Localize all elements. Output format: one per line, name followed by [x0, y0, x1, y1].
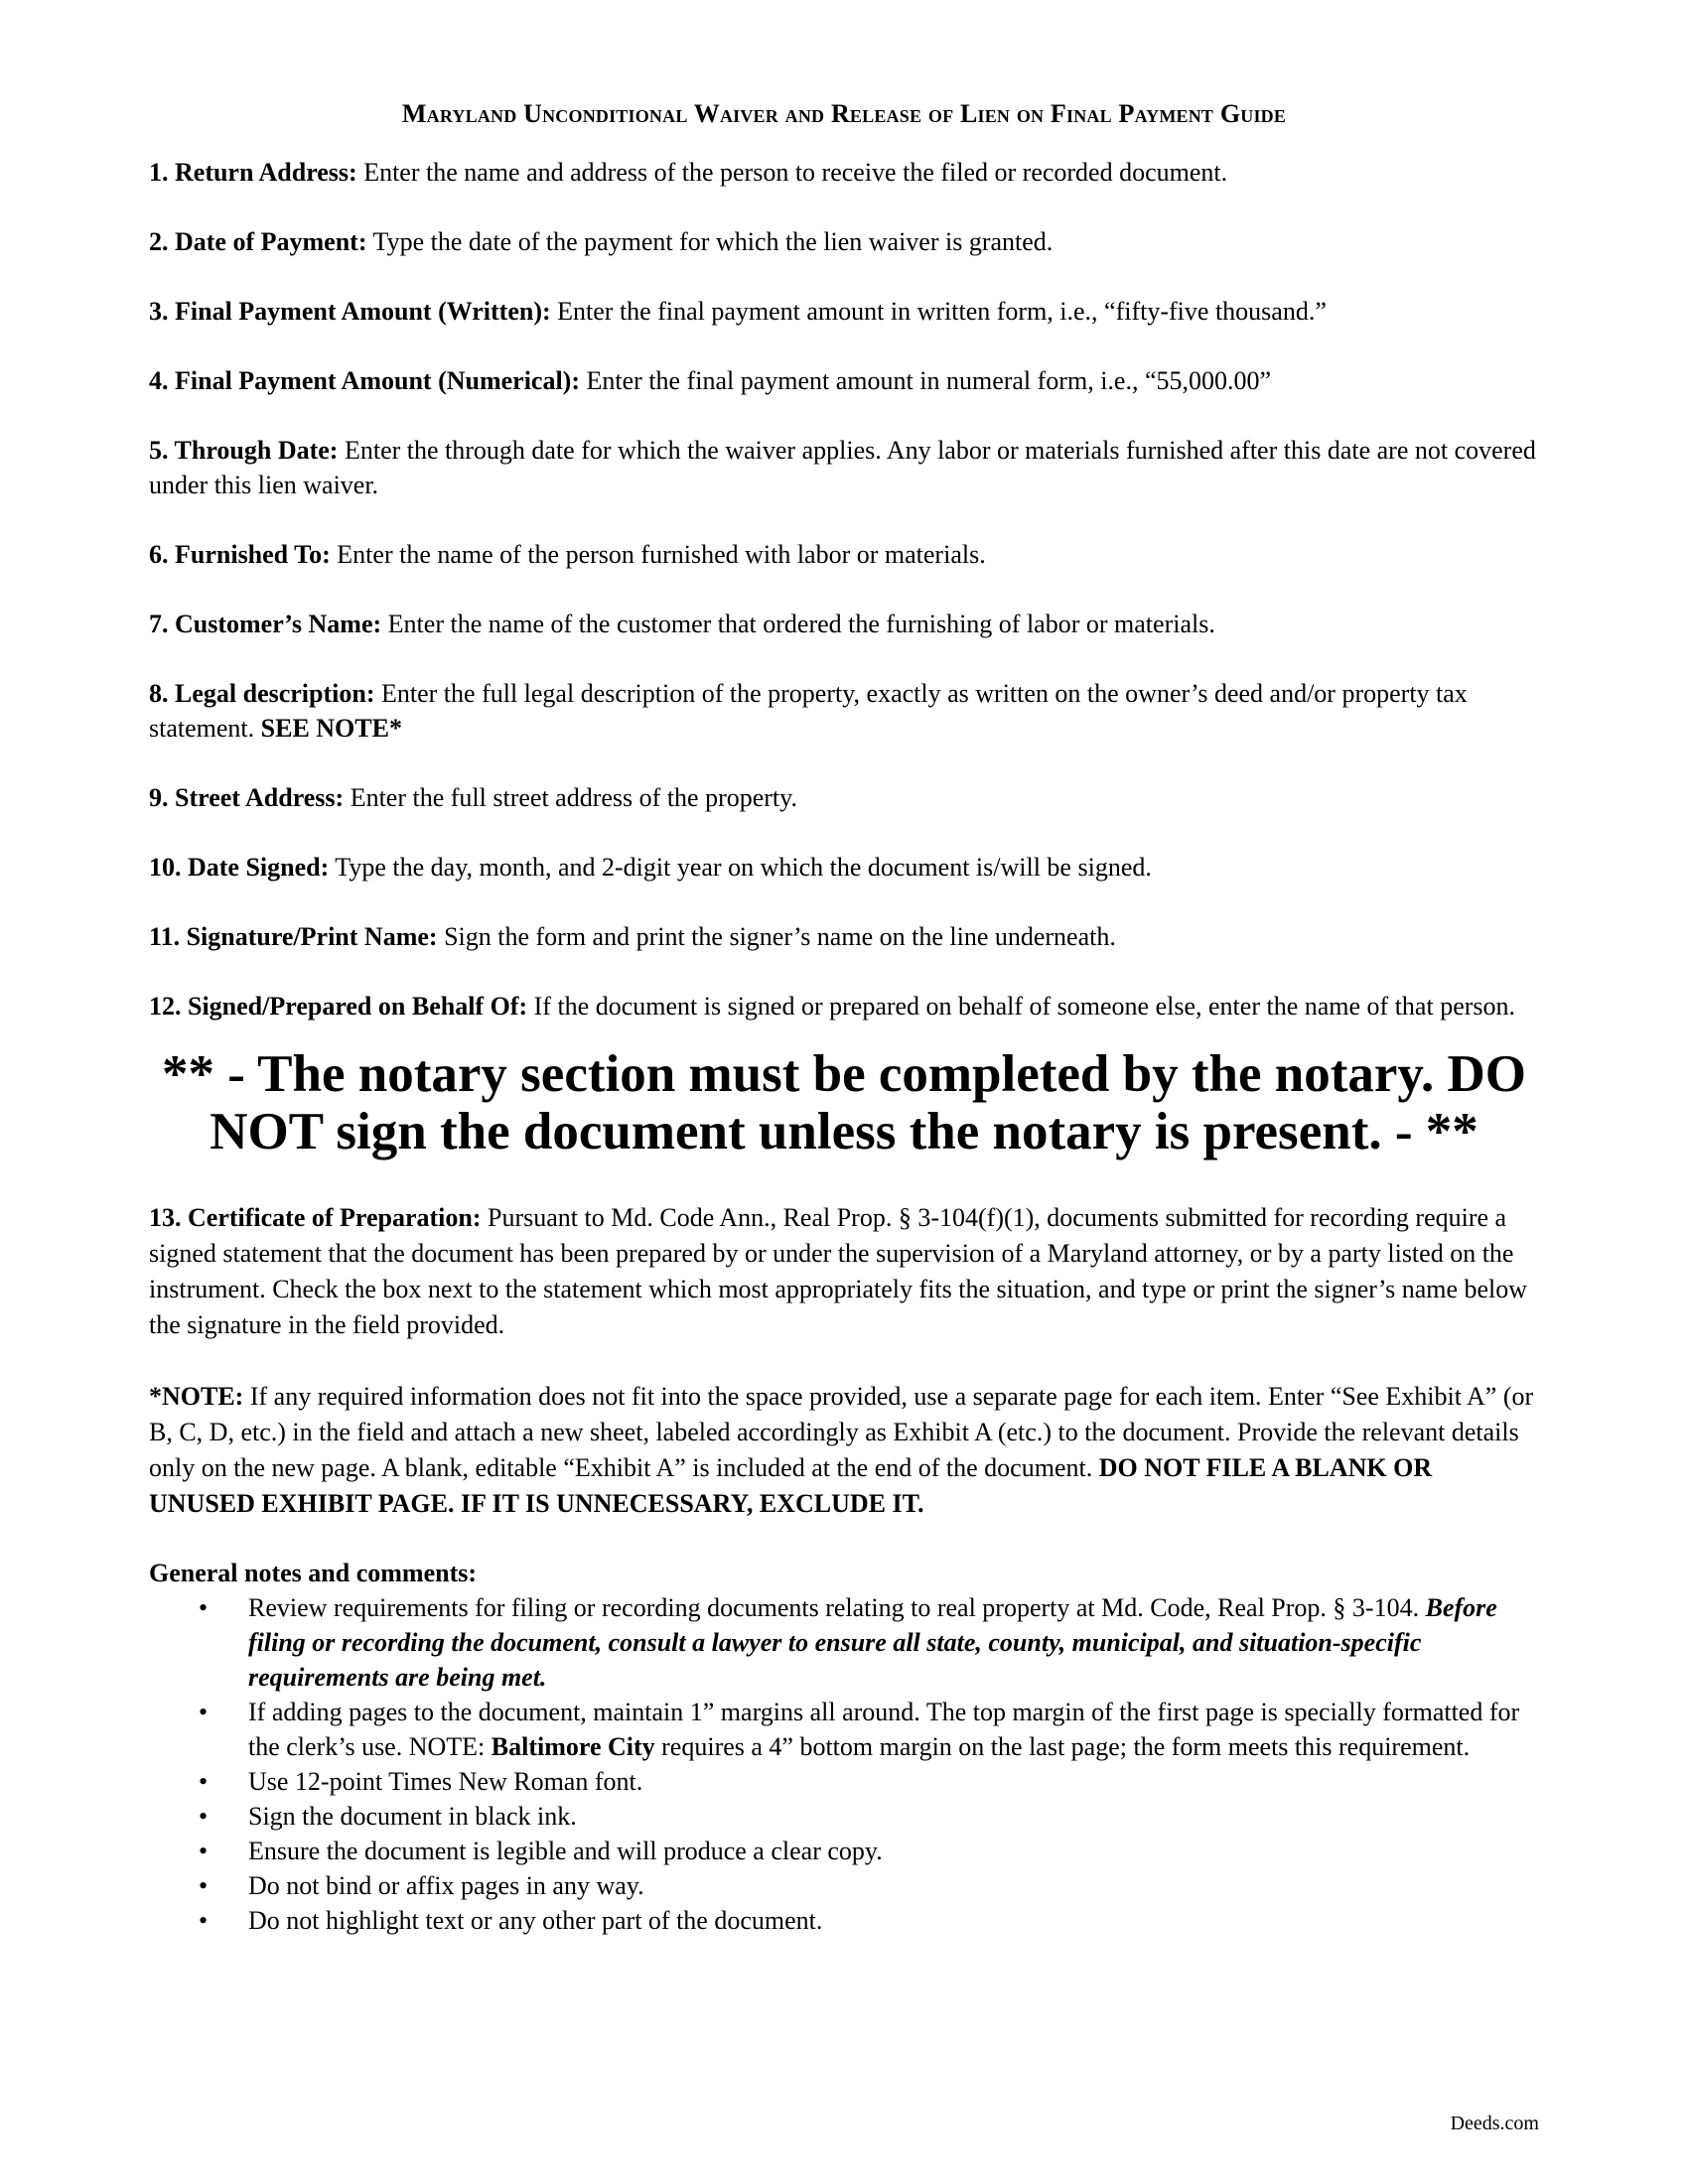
item-text: Enter the final payment amount in written form, i.e., “fifty-five thousand.” — [550, 297, 1327, 326]
general-notes-heading: General notes and comments: — [149, 1559, 478, 1587]
footer-brand: Deeds.com — [1450, 2113, 1539, 2134]
item-text: Sign the form and print the signer’s name on the line underneath. — [437, 922, 1116, 951]
page-title: Maryland Unconditional Waiver and Release of Lien on Final Payment Guide — [401, 99, 1287, 128]
instruction-item — [149, 155, 1539, 190]
bullet-text: Do not bind or affix pages in any way. — [248, 1871, 644, 1900]
list-item — [149, 1695, 1539, 1764]
bullet-text: Ensure the document is legible and will produce a clear copy. — [248, 1837, 883, 1865]
note-warning: DO NOT FILE A BLANK OR UNUSED EXHIBIT PAGE. IF IT IS UNNECESSARY, EXCLUDE IT. — [149, 1453, 1433, 1518]
item-text: Enter the name of the customer that ordered the furnishing of labor or materials. — [381, 610, 1215, 638]
item-text: Type the day, month, and 2-digit year on which the document is/will be signed. — [329, 853, 1152, 882]
bullet-text: If adding pages to the document, maintain 1” margins all around. The top margin of the first page is specially formatted for the clerk’s use. NOTE: — [248, 1698, 1520, 1761]
note-text: If any required information does not fit into the space provided, use a separate page for each item. Enter “See Exhibit A” (or B, C, D, etc.) in the field and attach a new sheet, labeled accordingly as Exhibit A (etc.) to the document. Provide the relevant details only on the new page. A blank, editable “Exhibit A” is included at the end of the document. — [149, 1382, 1534, 1482]
item-label: 1. Return Address: — [149, 158, 357, 187]
instruction-item — [149, 919, 1539, 954]
item-text: Enter the through date for which the waiver applies. Any labor or materials furnished after this date are not covered under this lien waiver. — [149, 436, 1536, 499]
instruction-list — [149, 155, 1539, 1024]
bullet-text: Sign the document in black ink. — [248, 1802, 577, 1831]
item-text: Type the date of the payment for which the lien waiver is granted. — [366, 227, 1054, 256]
item-label: 11. Signature/Print Name: — [149, 922, 438, 951]
item-label: 6. Furnished To: — [149, 540, 331, 569]
bullet-text: Review requirements for filing or recording documents relating to real property at Md. Code, Real Prop. § 3-104. — [248, 1593, 1426, 1622]
item-label: 4. Final Payment Amount (Numerical): — [149, 366, 581, 395]
item-label: 8. Legal description: — [149, 679, 375, 708]
exhibit-note — [149, 1379, 1539, 1522]
item-text: If the document is signed or prepared on behalf of someone else, enter the name of that person. — [527, 992, 1516, 1021]
certificate-text: Pursuant to Md. Code Ann., Real Prop. § 3-104(f)(1), documents submitted for recording require a signed statement that the document has been prepared by or under the supervision of a Maryland attorney, or by a party listed on the instrument. Check the box next to the statement which most appropriately fits the situation, and type or print the signer’s name below the signature in the field provided. — [149, 1203, 1528, 1339]
item-text: Enter the full street address of the property. — [344, 783, 797, 812]
item-text: Enter the final payment amount in numeral form, i.e., “55,000.00” — [580, 366, 1272, 395]
bullet-text: requires a 4” bottom margin on the last page; the form meets this requirement. — [654, 1732, 1471, 1761]
bullet-emphasis: Baltimore City — [491, 1732, 655, 1761]
bullet-text: Use 12-point Times New Roman font. — [248, 1767, 643, 1796]
item-label: 5. Through Date: — [149, 436, 339, 465]
bullet-emphasis: Before filing or recording the document, consult a lawyer to ensure all state, county, municipal, and situation-specific requirements are being met. — [248, 1593, 1497, 1692]
instruction-item — [149, 989, 1539, 1024]
list-item — [149, 1590, 1539, 1695]
general-notes-list — [149, 1590, 1539, 1938]
certificate-label: 13. Certificate of Preparation: — [149, 1203, 482, 1232]
list-item — [149, 1764, 1539, 1799]
bullet-icon: • — [199, 1802, 209, 1831]
instruction-item — [149, 780, 1539, 815]
bullet-icon: • — [199, 1906, 209, 1935]
bullet-icon: • — [199, 1698, 209, 1726]
note-label: *NOTE: — [149, 1382, 244, 1411]
bullet-icon: • — [199, 1767, 209, 1796]
item-text: Enter the name of the person furnished with labor or materials. — [330, 540, 986, 569]
item-label: 10. Date Signed: — [149, 853, 330, 882]
notary-warning-banner: ** - The notary section must be completed by the notary. DO NOT sign the document unless the notary is present. - ** — [161, 1045, 1526, 1160]
bullet-icon: • — [199, 1871, 209, 1900]
bullet-icon: • — [199, 1593, 209, 1622]
certificate-of-preparation — [149, 1200, 1539, 1343]
list-item — [149, 1834, 1539, 1868]
instruction-item — [149, 850, 1539, 885]
instruction-item — [149, 294, 1539, 329]
list-item — [149, 1868, 1539, 1903]
list-item — [149, 1799, 1539, 1834]
instruction-item — [149, 363, 1539, 398]
bullet-icon: • — [199, 1837, 209, 1865]
instruction-item — [149, 676, 1539, 746]
see-note-reference: SEE NOTE* — [260, 714, 402, 743]
instruction-item — [149, 433, 1539, 502]
item-label: 12. Signed/Prepared on Behalf Of: — [149, 992, 528, 1021]
instruction-item — [149, 224, 1539, 259]
item-label: 9. Street Address: — [149, 783, 345, 812]
item-label: 3. Final Payment Amount (Written): — [149, 297, 551, 326]
list-item — [149, 1903, 1539, 1938]
item-text: Enter the name and address of the person to receive the filed or recorded document. — [356, 158, 1228, 187]
instruction-item — [149, 607, 1539, 641]
item-text: Enter the full legal description of the property, exactly as written on the owner’s deed and/or property tax statement. — [149, 679, 1468, 743]
bullet-text: Do not highlight text or any other part of the document. — [248, 1906, 823, 1935]
document-page — [149, 99, 1539, 1938]
item-label: 7. Customer’s Name: — [149, 610, 382, 638]
instruction-item — [149, 537, 1539, 572]
item-label: 2. Date of Payment: — [149, 227, 367, 256]
